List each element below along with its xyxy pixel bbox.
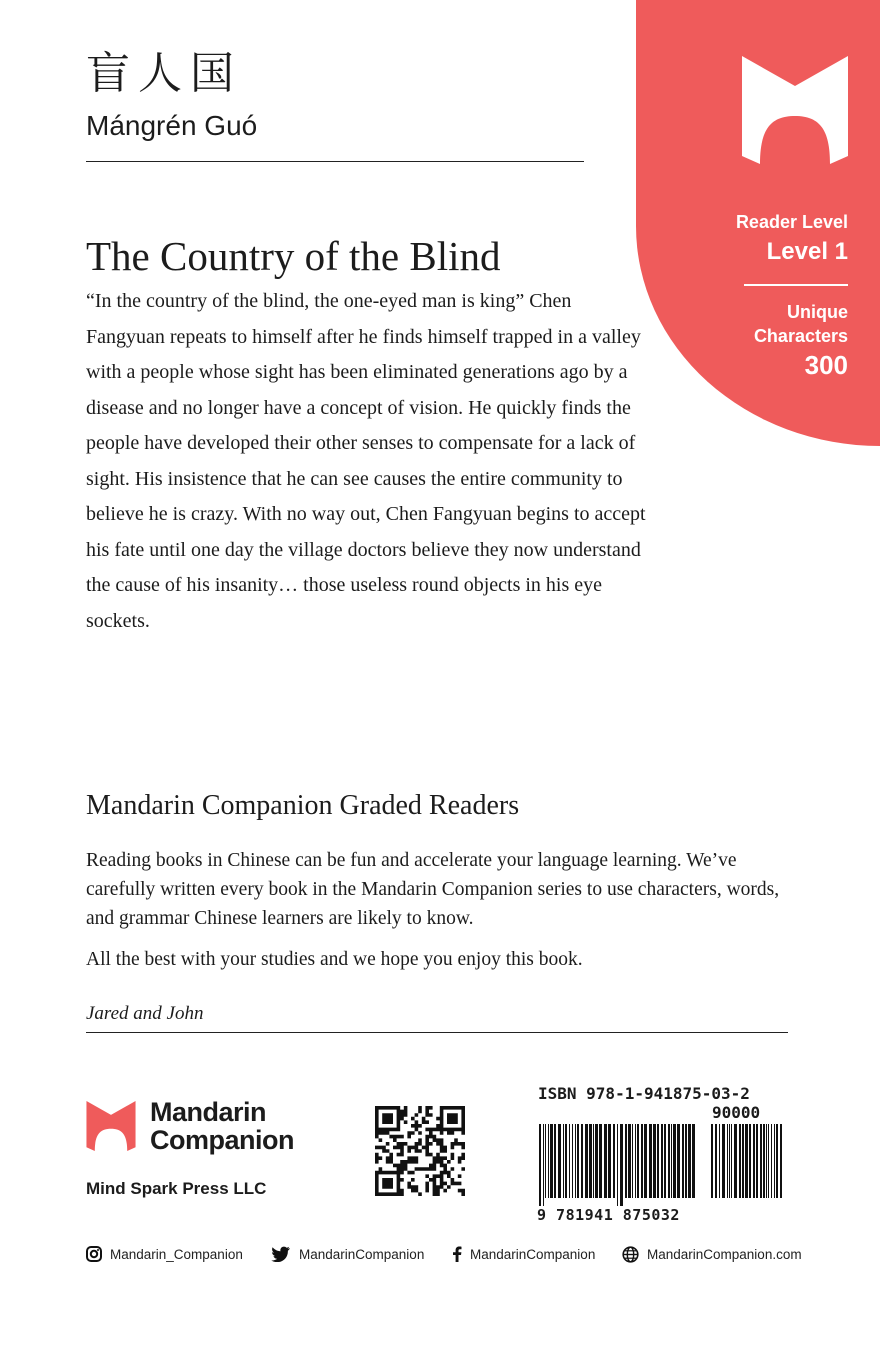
price-barcode-icon	[710, 1124, 782, 1206]
chinese-title: 盲人国	[86, 49, 242, 98]
website-url: MandarinCompanion.com	[647, 1247, 802, 1262]
brand-name	[150, 1098, 294, 1154]
isbn-barcode-icon	[538, 1124, 696, 1206]
pinyin-title: Mángrén Guó	[86, 110, 258, 141]
book-description: “In the country of the blind, the one-eyed man is king” Chen Fangyuan repeats to himself after he finds himself trapped in a valley with a people whose sight has been eliminated generations ago by a disease and no longer have a concept of vision. He quickly finds the people have developed their other senses to compensate for a lack of sight. His insistence that he can see causes the entire community to believe he is crazy. With no way out, Chen Fangyuan begins to accept his fate until one day the village doctors believe they now understand the cause of his insanity… those useless round objects in his eye sockets.	[86, 290, 646, 632]
publisher-name: Mind Spark Press LLC	[86, 1179, 267, 1198]
reader-level-label: Reader Level	[735, 212, 848, 232]
brand-name-line2: Companion	[150, 1125, 294, 1155]
signature: Jared and John	[86, 1003, 204, 1024]
social-instagram[interactable]	[86, 1246, 243, 1262]
twitter-handle: MandarinCompanion	[299, 1246, 425, 1262]
footer-divider	[86, 1032, 788, 1033]
header-divider	[86, 161, 584, 162]
qr-code-icon	[375, 1106, 465, 1196]
instagram-icon	[86, 1246, 102, 1262]
brand-logo-icon	[86, 1101, 136, 1151]
unique-characters-value: 300	[804, 350, 848, 380]
unique-characters-label-line2: Characters	[753, 326, 848, 346]
social-facebook[interactable]	[452, 1246, 595, 1262]
series-paragraph: All the best with your studies and we hope you enjoy this book.	[86, 949, 583, 970]
facebook-handle: MandarinCompanion	[470, 1246, 596, 1262]
price-code: 90000	[712, 1103, 761, 1122]
instagram-handle: Mandarin_Companion	[110, 1246, 243, 1262]
series-title: Mandarin Companion Graded Readers	[86, 790, 520, 821]
social-twitter[interactable]	[271, 1246, 424, 1262]
book-title: The Country of the Blind	[86, 233, 501, 279]
badge-divider	[744, 284, 848, 286]
brand-name-line1: Mandarin	[150, 1097, 267, 1127]
twitter-icon	[271, 1246, 291, 1262]
isbn-label: ISBN 978-1-941875-03-2	[538, 1084, 750, 1103]
series-paragraph: Reading books in Chinese can be fun and accelerate your language learning. We’ve carefully written every book in the Mandarin Companion series to use characters, words, and grammar Chinese learners are likely to know.	[86, 850, 780, 929]
facebook-icon	[452, 1246, 462, 1262]
mandarin-companion-logo-icon	[742, 56, 848, 164]
reader-level-badge	[636, 0, 880, 446]
barcode-number: 9 781941 875032	[537, 1206, 680, 1224]
social-website[interactable]	[622, 1246, 802, 1263]
reader-level-value: Level 1	[766, 238, 848, 265]
unique-characters-label-line1: Unique	[787, 302, 848, 322]
globe-icon	[622, 1246, 639, 1263]
